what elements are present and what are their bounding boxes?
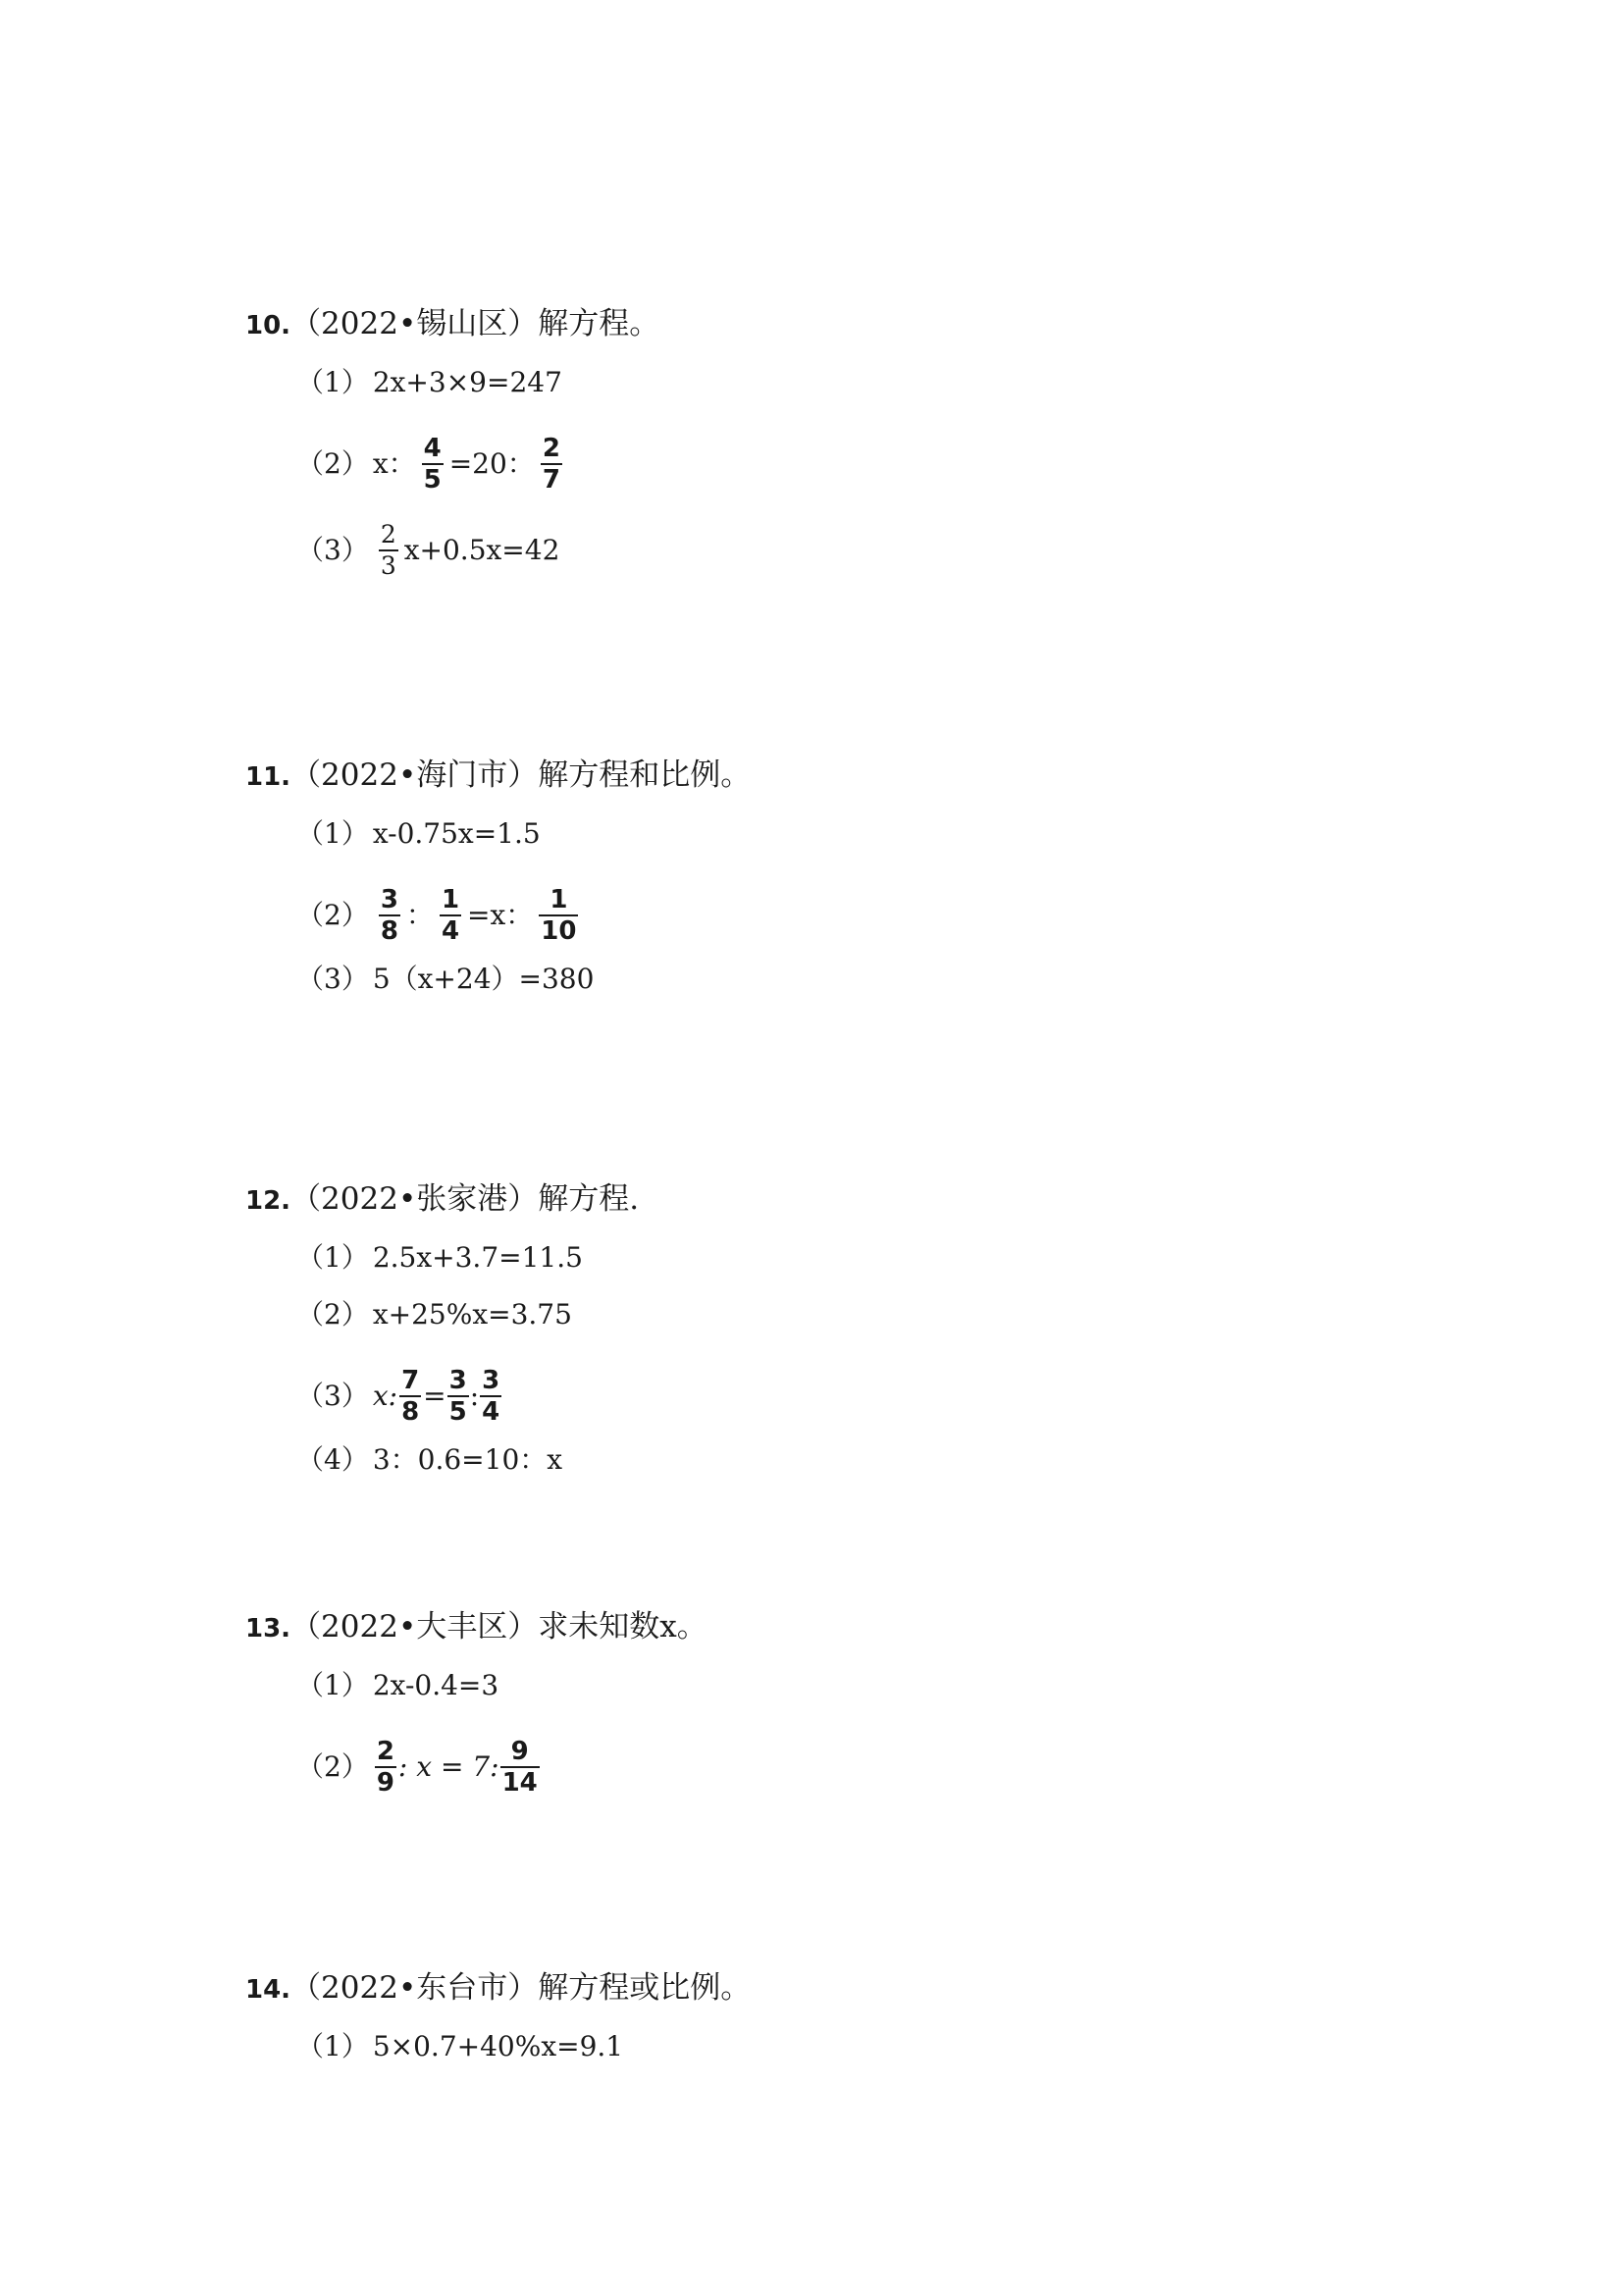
item-label: （1）: [296, 366, 369, 398]
fraction-denominator: 7: [542, 465, 560, 495]
fraction: [480, 1366, 501, 1427]
item-label: （1）: [296, 1669, 369, 1701]
fraction-numerator: 1: [550, 885, 568, 914]
fraction: [541, 434, 562, 495]
fraction-denominator: 4: [482, 1397, 500, 1427]
question-title: 解方程和比例。: [538, 757, 752, 793]
equation-text: x：: [372, 447, 416, 480]
question-13-item-2: [296, 1737, 541, 1798]
equation-text: x:: [372, 1380, 398, 1412]
fraction-denominator: 3: [380, 551, 396, 580]
question-14-heading: [245, 1968, 751, 2009]
item-label: （3）: [296, 534, 369, 566]
fraction-numerator: 3: [380, 885, 398, 914]
fraction-denominator: 5: [423, 465, 442, 495]
question-title: 求未知数x。: [538, 1609, 707, 1644]
item-label: （1）: [296, 1241, 369, 1274]
question-10-item-3: [296, 520, 559, 581]
item-label: （4）: [296, 1443, 369, 1476]
fraction-numerator: 2: [380, 520, 396, 548]
question-number: 10.: [245, 311, 291, 340]
fraction-numerator: 1: [441, 885, 460, 914]
equation-text: 5（x+24）=380: [372, 963, 595, 995]
fraction-numerator: 7: [401, 1366, 420, 1395]
fraction-numerator: 9: [510, 1737, 529, 1766]
item-label: （1）: [296, 817, 369, 850]
question-10-heading: [245, 304, 659, 345]
question-11-item-3: [296, 960, 594, 999]
question-source: （2022•张家港）: [290, 1181, 539, 1217]
question-12-item-4: [296, 1440, 562, 1480]
question-12-item-3: [296, 1366, 502, 1427]
question-14-item-1: [296, 2027, 623, 2066]
equation-text: x-0.75x=1.5: [372, 817, 541, 850]
question-source: （2022•海门市）: [290, 757, 539, 793]
fraction: [422, 434, 444, 495]
fraction: [399, 1366, 421, 1427]
question-number: 14.: [245, 1975, 291, 2005]
question-10-item-2: [296, 434, 568, 495]
item-label: （1）: [296, 2030, 369, 2062]
item-label: （2）: [296, 899, 369, 931]
fraction-numerator: 3: [482, 1366, 500, 1395]
fraction-denominator: 5: [448, 1397, 467, 1427]
fraction: [447, 1366, 469, 1427]
equation-text: =20：: [448, 447, 535, 480]
fraction: [500, 1737, 540, 1798]
equation-text: x+25%x=3.75: [372, 1298, 572, 1331]
equation-text: :: [469, 1380, 480, 1412]
fraction-numerator: 3: [448, 1366, 467, 1395]
question-11-item-1: [296, 814, 541, 854]
equation-text: =: [423, 1380, 446, 1412]
item-label: （3）: [296, 1380, 369, 1412]
question-11-item-2: [296, 885, 584, 946]
fraction: [379, 885, 400, 946]
equation-text: : x = 7:: [397, 1750, 499, 1783]
equation-text: 3：0.6=10：x: [372, 1443, 563, 1476]
question-12-item-2: [296, 1295, 572, 1334]
fraction: [440, 885, 461, 946]
equation-text: 2.5x+3.7=11.5: [372, 1241, 583, 1274]
question-13-item-1: [296, 1666, 498, 1705]
question-number: 13.: [245, 1614, 291, 1644]
fraction-denominator: 14: [501, 1768, 538, 1798]
equation-text: 2x+3×9=247: [372, 366, 562, 398]
fraction: [539, 885, 578, 946]
question-13-heading: [245, 1607, 707, 1648]
question-number: 11.: [245, 762, 291, 792]
fraction-denominator: 8: [380, 916, 398, 946]
fraction-denominator: 9: [376, 1768, 394, 1798]
equation-text: x+0.5x=42: [403, 534, 560, 566]
fraction-numerator: 2: [542, 434, 560, 463]
item-label: （2）: [296, 447, 369, 480]
question-12-item-1: [296, 1238, 583, 1278]
question-number: 12.: [245, 1186, 291, 1216]
question-source: （2022•大丰区）: [290, 1609, 539, 1644]
fraction: [375, 1737, 396, 1798]
question-title: 解方程。: [538, 306, 660, 341]
question-source: （2022•锡山区）: [290, 306, 539, 341]
question-10-item-1: [296, 363, 562, 402]
fraction-denominator: 4: [441, 916, 460, 946]
question-title: 解方程.: [538, 1181, 640, 1217]
equation-text: 5×0.7+40%x=9.1: [372, 2030, 624, 2062]
question-source: （2022•东台市）: [290, 1970, 539, 2006]
question-title: 解方程或比例。: [538, 1970, 752, 2006]
fraction-numerator: 2: [376, 1737, 394, 1766]
item-label: （3）: [296, 963, 369, 995]
item-label: （2）: [296, 1750, 369, 1783]
fraction-numerator: 4: [423, 434, 442, 463]
fraction: [379, 520, 398, 581]
question-11-heading: [245, 756, 751, 797]
equation-text: ：: [405, 899, 434, 931]
fraction-denominator: 8: [401, 1397, 420, 1427]
question-12-heading: [245, 1179, 639, 1221]
item-label: （2）: [296, 1298, 369, 1331]
fraction-denominator: 10: [541, 916, 577, 946]
equation-text: 2x-0.4=3: [372, 1669, 499, 1701]
equation-text: =x：: [467, 899, 534, 931]
